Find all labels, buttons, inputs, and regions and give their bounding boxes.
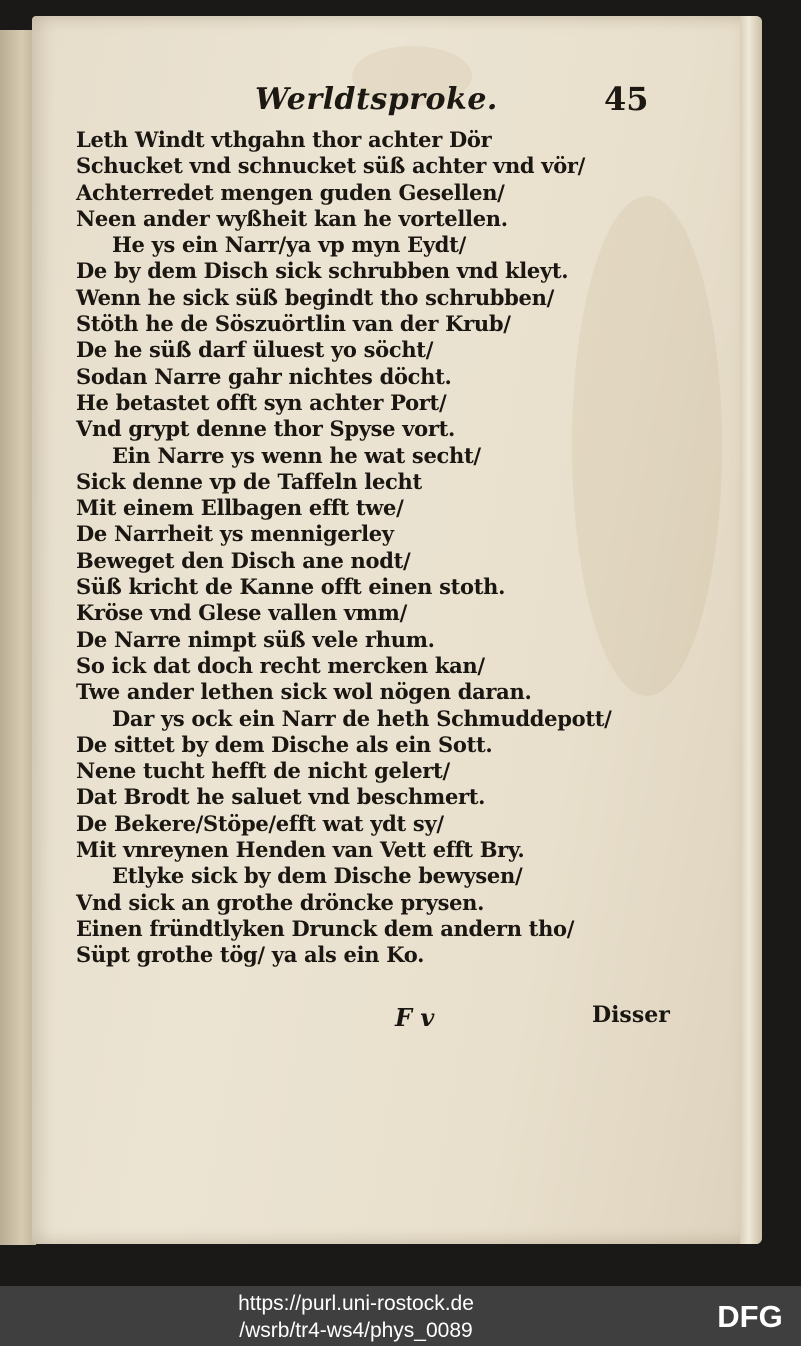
permalink-line-2[interactable]: /wsrb/tr4-ws4/phys_0089 (239, 1319, 473, 1342)
verse-line: De sittet by dem Dische als ein Sott. (76, 731, 493, 757)
verse-line: Leth Windt vthgahn thor achter Dör (76, 127, 492, 152)
permalink-line-1[interactable]: https://purl.uni-rostock.de (238, 1292, 474, 1315)
page-fore-edge (740, 16, 762, 1244)
verse-line: Süß kricht de Kanne offt einen stoth. (76, 574, 506, 600)
verse-line: De by dem Disch sick schrubben vnd kleyt. (76, 258, 569, 284)
footer-bar (0, 1286, 801, 1346)
verse-line: De Narre nimpt süß vele rhum. (76, 626, 435, 652)
verse-line: Vnd sick an grothe dröncke prysen. (76, 889, 485, 915)
verse-line: He ys ein Narr/ya vp myn Eydt/ (112, 232, 466, 258)
verse-line: Süpt grothe tög/ ya als ein Ko. (76, 942, 425, 968)
verse-line: De he süß darf üluest yo söcht/ (76, 337, 434, 363)
verse-line: Etlyke sick by dem Dische bewysen/ (112, 863, 523, 889)
printer-signature: F v (395, 1003, 435, 1032)
verse-line: So ick dat doch recht mercken kan/ (76, 652, 485, 678)
verse-line: Sodan Narre gahr nichtes döcht. (76, 363, 452, 389)
verse-line: Kröse vnd Glese vallen vmm/ (76, 600, 407, 626)
verse-line: Wenn he sick süß begindt tho schrubben/ (76, 284, 554, 310)
running-head: Werldtsproke. (255, 82, 498, 117)
verse-text (76, 127, 676, 969)
verse-line: Mit vnreynen Henden van Vett efft Bry. (76, 837, 525, 863)
verse-line: Sick denne vp de Taffeln lecht (76, 468, 422, 494)
verse-line: Schucket vnd schnucket süß achter vnd vör/ (76, 153, 586, 179)
verse-line: Twe ander lethen sick wol nögen daran. (76, 679, 532, 705)
verse-line: De Bekere/Stöpe/efft wat ydt sy/ (76, 810, 444, 836)
verse-line: Beweget den Disch ane nodt/ (76, 547, 411, 573)
catchword: Disser (592, 1002, 670, 1028)
dfg-logo[interactable] (708, 1298, 792, 1334)
verse-line: Nene tucht hefft de nicht gelert/ (76, 758, 450, 784)
verse-line: Vnd grypt denne thor Spyse vort. (76, 416, 456, 442)
verse-line: He betastet offt syn achter Port/ (76, 389, 447, 415)
page-number: 45 (604, 80, 649, 118)
dfg-logo-text: DFG (717, 1299, 783, 1334)
verse-line: Dar ys ock ein Narr de heth Schmuddepott/ (112, 705, 612, 731)
verse-line: Einen fründtlyken Drunck dem andern tho/ (76, 915, 575, 941)
verse-line: Mit einem Ellbagen efft twe/ (76, 495, 404, 521)
verse-line: De Narrheit ys mennigerley (76, 521, 394, 547)
verse-line: Neen ander wyßheit kan he vortellen. (76, 205, 508, 231)
verse-line: Ein Narre ys wenn he wat secht/ (112, 442, 481, 468)
verse-line: Stöth he de Söszuörtlin van der Krub/ (76, 311, 511, 337)
permalink[interactable] (0, 1290, 712, 1344)
verse-line: Achterredet mengen guden Gesellen/ (76, 179, 505, 205)
verse-line: Dat Brodt he saluet vnd beschmert. (76, 784, 486, 810)
facing-page-edge (0, 30, 36, 1245)
